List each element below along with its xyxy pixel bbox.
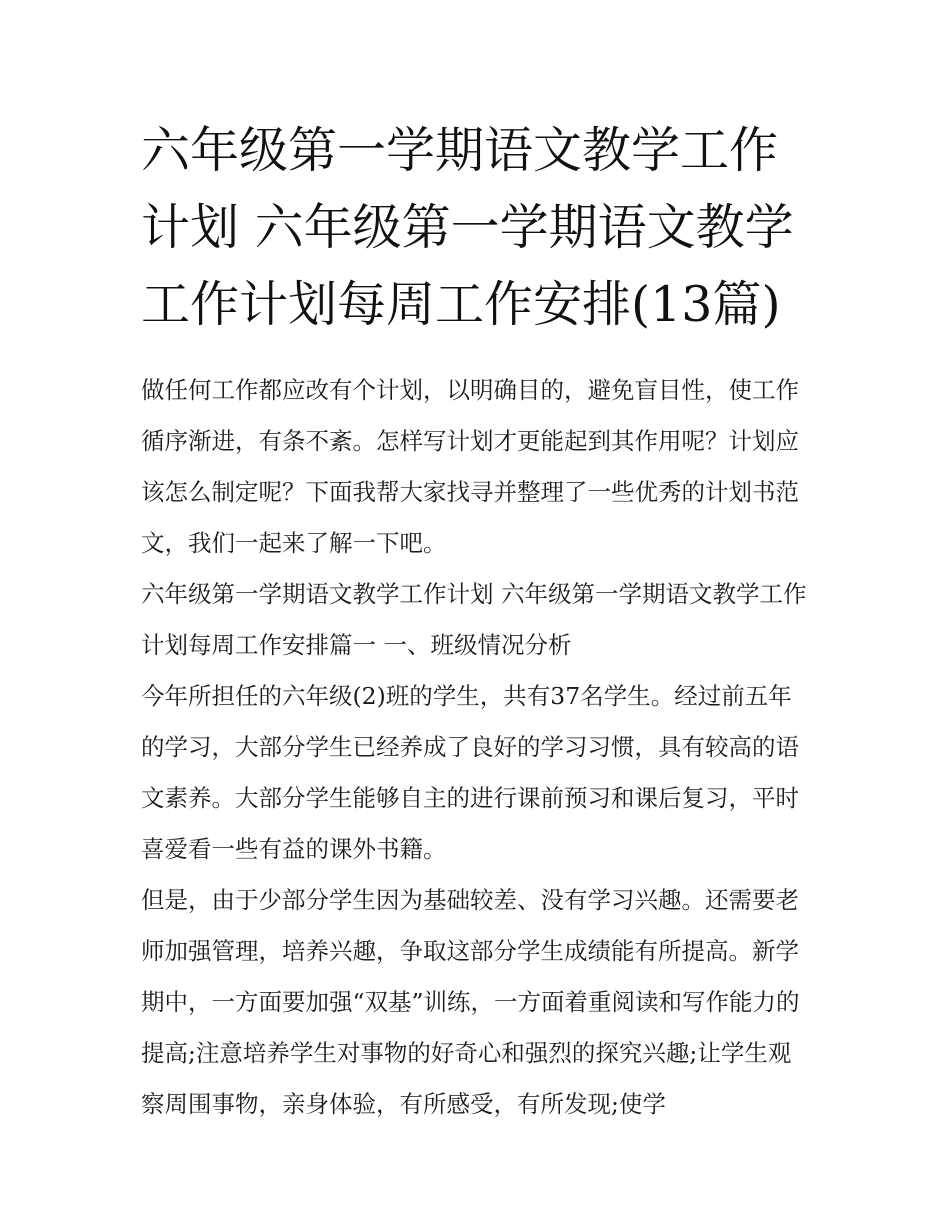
paragraph-class-analysis: 今年所担任的六年级(2)班的学生，共有37名学生。经过前五年的学习，大部分学生已经养成了良好的学习习惯，具有较高的语文素养。大部分学生能够自主的进行课前预习和课后复习，平时喜爱看一些有益的课外书籍。 [141, 682, 799, 863]
paragraph-section-heading: 六年级第一学期语文教学工作计划 六年级第一学期语文教学工作计划每周工作安排篇一 一、班级情况分析 [141, 580, 807, 659]
document-title: 六年级第一学期语文教学工作计划 六年级第一学期语文教学工作计划每周工作安排(13篇) [141, 122, 794, 333]
paragraph-weak-students: 但是，由于少部分学生因为基础较差、没有学习兴趣。还需要老师加强管理，培养兴趣，争取这部分学生成绩能有所提高。新学期中，一方面要加强“双基”训练，一方面着重阅读和写作能力的提高;注意培养学生对事物的好奇心和强烈的探究兴趣;让学生观察周围事物，亲身体验，有所感受，有所发现;使学 [141, 886, 800, 1118]
paragraph-intro: 做任何工作都应改有个计划，以明确目的，避免盲目性，使工作循序渐进，有条不紊。怎样写计划才更能起到其作用呢？计划应该怎么制定呢？下面我帮大家找寻并整理了一些优秀的计划书范文，我们一起来了解一下吧。 [141, 376, 799, 557]
document-body [141, 112, 813, 1130]
